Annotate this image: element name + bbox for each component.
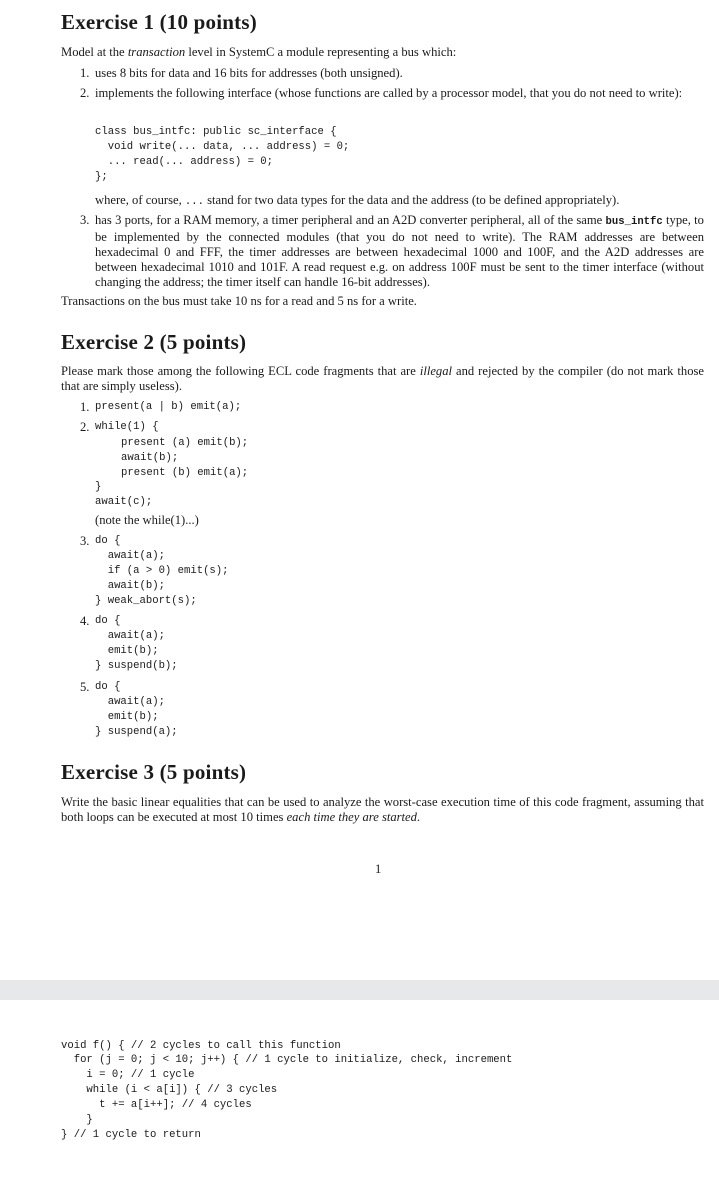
code-listing-line: void f() { // 2 cycles to call this function bbox=[61, 1040, 341, 1052]
page-separator bbox=[0, 980, 719, 1000]
item-number: 1. bbox=[80, 400, 90, 414]
item-number: 3. bbox=[80, 534, 90, 548]
code-listing-line: i = 0; // 1 cycle bbox=[61, 1069, 195, 1081]
interface-code-line: ... read(... address) = 0; bbox=[95, 156, 274, 168]
item-number: 1. bbox=[80, 66, 90, 80]
ecl-fragment-5-line: await(a); bbox=[95, 696, 165, 708]
ecl-fragment-3-line: if (a > 0) emit(s); bbox=[95, 565, 229, 577]
exercise-1-item-3: has 3 ports, for a RAM memory, a timer peripheral and an A2D converter peripheral, all of the same bus_intfc type, to be implemented by the connected modules (that you do not need to write). The RAM addresses are between hexadecimal 0 and FFF, the timer addresses are between hexadecimal 1000 and 100F, and the A2D addresses are between hexadecimal 1010 and 101F. A read request e.g. on address 100F must be sent to the timer interface (without changing the address; the timer itself can handle 16-bit addresses). bbox=[95, 213, 704, 289]
exercise-1-item-1: uses 8 bits for data and 16 bits for addresses (both unsigned). bbox=[95, 66, 403, 80]
exercise-1-item-2: implements the following interface (whose functions are called by a processor model, that you do not need to write): bbox=[95, 86, 683, 100]
ecl-fragment-2-line: } bbox=[95, 481, 102, 493]
item-number: 2. bbox=[80, 420, 90, 434]
interface-code-line: void write(... data, ... address) = 0; bbox=[95, 141, 350, 153]
ecl-fragment-3-line: do { bbox=[95, 535, 121, 547]
code-listing-line: t += a[i++]; // 4 cycles bbox=[61, 1099, 252, 1111]
code-listing-line: } // 1 cycle to return bbox=[61, 1129, 201, 1141]
code-listing-line: for (j = 0; j < 10; j++) { // 1 cycle to initialize, check, increment bbox=[61, 1054, 513, 1066]
ecl-fragment-4-line: emit(b); bbox=[95, 645, 159, 657]
item-number: 4. bbox=[80, 614, 90, 628]
item-number: 5. bbox=[80, 680, 90, 694]
exercise-1-where-note: where, of course, ... stand for two data types for the data and the address (to be defined appropriately). bbox=[95, 193, 620, 208]
ecl-fragment-3-line: await(b); bbox=[95, 580, 165, 592]
ecl-fragment-3-line: await(a); bbox=[95, 550, 165, 562]
ecl-fragment-1: present(a | b) emit(a); bbox=[95, 401, 242, 413]
ecl-fragment-4-line: await(a); bbox=[95, 630, 165, 642]
ecl-fragment-2-line: await(c); bbox=[95, 496, 153, 508]
ecl-fragment-4-line: } suspend(b); bbox=[95, 660, 178, 672]
exercise-2-title: Exercise 2 (5 points) bbox=[61, 330, 247, 354]
ecl-fragment-4-line: do { bbox=[95, 615, 121, 627]
ecl-fragment-2-line: present (a) emit(b); bbox=[121, 437, 249, 449]
ecl-fragment-5-line: } suspend(a); bbox=[95, 726, 178, 738]
ecl-fragment-2-line: while(1) { bbox=[95, 421, 159, 433]
document-page-2 bbox=[0, 1000, 719, 1182]
exercise-2-intro: Please mark those among the following ECL code fragments that are illegal and rejected by the compiler (do not mark those that are simply useless). bbox=[61, 364, 704, 393]
ecl-fragment-2-line: present (b) emit(a); bbox=[121, 467, 249, 479]
exercise-1-title: Exercise 1 (10 points) bbox=[61, 10, 257, 34]
exercise-1-intro: Model at the transaction level in SystemC a module representing a bus which: bbox=[61, 45, 457, 59]
code-listing-line: while (i < a[i]) { // 3 cycles bbox=[61, 1084, 278, 1096]
exercise-3-intro: Write the basic linear equalities that can be used to analyze the worst-case execution time of this code fragment, assuming that both loops can be executed at most 10 times each time they are started. bbox=[61, 795, 704, 824]
exercise-1-transactions: Transactions on the bus must take 10 ns for a read and 5 ns for a write. bbox=[61, 294, 417, 308]
ecl-fragment-3-line: } weak_abort(s); bbox=[95, 595, 197, 607]
ecl-fragment-2-note: (note the while(1)...) bbox=[95, 513, 199, 527]
ecl-fragment-2-line: await(b); bbox=[121, 452, 179, 464]
code-listing-line: } bbox=[61, 1114, 93, 1126]
page-number: 1 bbox=[375, 862, 382, 876]
interface-code-line: }; bbox=[95, 171, 108, 183]
item-number: 2. bbox=[80, 86, 90, 100]
ecl-fragment-5-line: emit(b); bbox=[95, 711, 159, 723]
ecl-fragment-5-line: do { bbox=[95, 681, 121, 693]
exercise-3-title: Exercise 3 (5 points) bbox=[61, 760, 247, 784]
item-number: 3. bbox=[80, 213, 90, 227]
interface-code-line: class bus_intfc: public sc_interface { bbox=[95, 126, 337, 138]
